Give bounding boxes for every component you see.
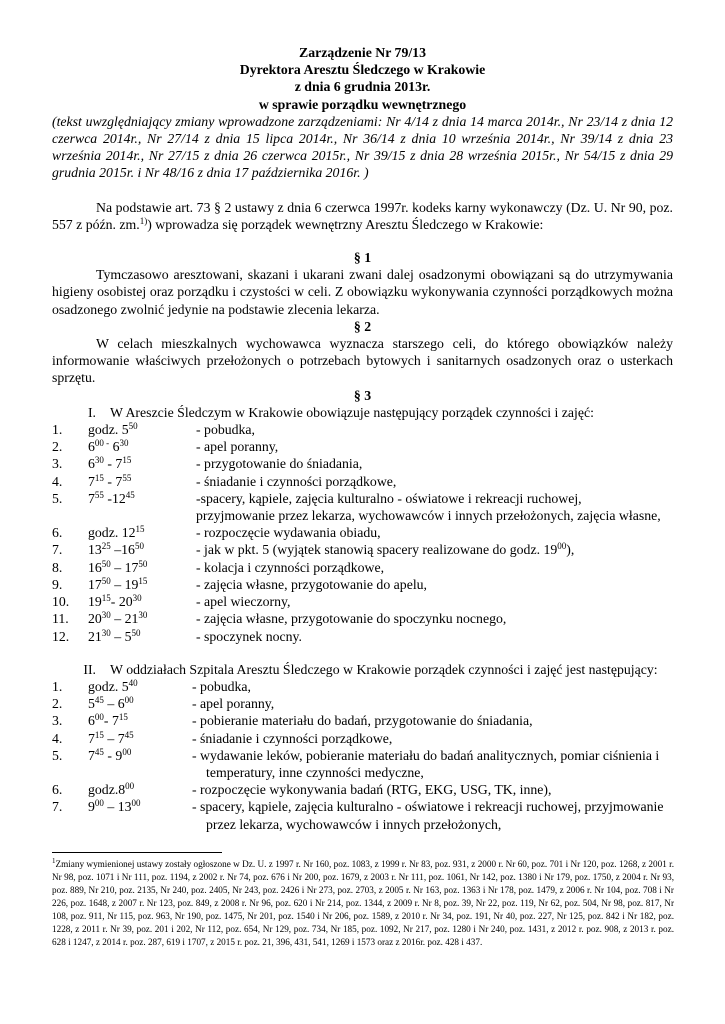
item-time bbox=[88, 541, 196, 558]
item-number: 1. bbox=[52, 422, 63, 438]
item-description-text: - apel wieczorny, bbox=[196, 594, 291, 610]
footnote-text: Zmiany wymienionej ustawy zostały ogłoszone w Dz. U. z 1997 r. Nr 160, poz. 1083, z 1999 r. Nr 83, poz. 931, z 2000 r. Nr 60, poz. 701 i Nr 120, poz. 1268, z 2001 r. Nr 98, poz. 1071 i Nr 111, poz. 1194, z 2002 r. Nr 74, poz. 676 i Nr 200, poz. 1679, z 2003 r. Nr 111, poz. 1061, Nr 142, poz. 1380 i Nr 179, poz. 1750, z 2004 r. Nr 93, poz. 889, Nr 210, poz. 2135, Nr 240, poz. 2405, Nr 243, poz. 2426 i Nr 273, poz. 2703, z 2005 r. Nr 163, poz. 1363 i Nr 178, poz. 1479, z 2006 r. Nr 104, poz. 708 i Nr 226, poz. 1648, z 2007 r. Nr 123, poz. 849, z 2008 r. Nr 96, poz. 620 i Nr 214, poz. 1344, z 2009 r. Nr 8, poz. 39, Nr 22, poz. 119, Nr 62, poz. 504, Nr 98, poz. 817, Nr 108, poz. 911, Nr 115, poz. 963, Nr 190, poz. 1475, Nr 201, poz. 1540 i Nr 206, poz. 1589, z 2010 r. Nr 34, poz. 191, Nr 40, poz. 227, Nr 125, poz. 842 i Nr 182, poz. 1228, z 2011 r. Nr 39, poz. 201 i 202, Nr 112, poz. 654, Nr 129, poz. 734, Nr 185, poz. 1092, Nr 217, poz. 1280 i Nr 240, poz. 1431, z 2012 r. poz. 908, z 2013 r. poz. 628 i 1247, z 2014 r. poz. 287, 619 i 1707, z 2015 r. poz. 21, 396, 431, 541, 1269 i 1573 oraz z 2016r. poz. 428 i 437. bbox=[52, 859, 674, 947]
time-hour: – 21 bbox=[110, 611, 139, 627]
title-line-4: w sprawie porządku wewnętrznego bbox=[258, 96, 467, 112]
item-number: 5. bbox=[52, 490, 63, 506]
item-number: 6. bbox=[52, 525, 63, 541]
schedule-item bbox=[52, 490, 673, 507]
item-time bbox=[88, 798, 192, 815]
item-time bbox=[88, 678, 192, 695]
schedule-item bbox=[52, 473, 673, 490]
schedule-item bbox=[52, 524, 673, 541]
item-description-text: - wydawanie leków, pobieranie materiału do badań analitycznych, pomiar ciśnienia i bbox=[192, 747, 660, 763]
time-minutes: 55 bbox=[94, 489, 104, 500]
item-time bbox=[88, 455, 196, 472]
time-hour: - 7 bbox=[103, 456, 123, 472]
time-minutes: 15 bbox=[122, 455, 132, 466]
intro-paragraph bbox=[52, 199, 673, 233]
document-title bbox=[52, 44, 673, 113]
item-time bbox=[88, 695, 192, 712]
item-description bbox=[196, 455, 673, 472]
item-time bbox=[88, 576, 196, 593]
item-description bbox=[196, 541, 673, 558]
schedule-item bbox=[52, 730, 673, 747]
item-time bbox=[88, 490, 196, 507]
time-hour: 9 bbox=[88, 799, 95, 815]
item-description-text: -spacery, kąpiele, zajęcia kulturalno - oświatowe i rekreacji ruchowej, bbox=[196, 490, 582, 506]
time-minutes: 15 bbox=[94, 472, 104, 483]
item-description bbox=[192, 695, 673, 712]
item-time bbox=[88, 473, 196, 490]
time-minutes: 00 bbox=[131, 798, 141, 809]
item-time bbox=[88, 628, 196, 645]
time-minutes: 00 bbox=[94, 798, 104, 809]
item-number: 7. bbox=[52, 542, 63, 558]
schedule-item bbox=[52, 747, 673, 764]
time-minutes: 00 - bbox=[94, 438, 110, 449]
item-number: 10. bbox=[52, 594, 70, 610]
item-description bbox=[192, 747, 673, 764]
footnote bbox=[52, 858, 674, 949]
time-hour: – 7 bbox=[103, 730, 125, 746]
item-description-text: - pobudka, bbox=[192, 678, 252, 694]
item-description bbox=[196, 576, 673, 593]
time-minutes: 00 bbox=[125, 781, 135, 792]
item-number: 4. bbox=[52, 473, 63, 489]
item-description-continuation: przyjmowanie przez lekarza, wychowawców i innych przełożonych, zajęcia własne, bbox=[196, 508, 661, 524]
time-hour: 20 bbox=[88, 611, 102, 627]
time-hour: - 20 bbox=[110, 594, 133, 610]
section-2-intro bbox=[52, 661, 673, 678]
item-description bbox=[192, 730, 673, 747]
item-description bbox=[196, 490, 673, 507]
schedule-item bbox=[52, 455, 673, 472]
item-number: 2. bbox=[52, 439, 63, 455]
time-hour: 13 bbox=[88, 542, 102, 558]
item-description-text: - zajęcia własne, przygotowanie do spoczynku nocnego, bbox=[196, 611, 507, 627]
item-description-text: - zajęcia własne, przygotowanie do apelu, bbox=[196, 576, 427, 592]
schedule-item bbox=[52, 678, 673, 695]
section-1-numeral: I. bbox=[87, 404, 96, 420]
time-minutes: 30 bbox=[101, 627, 111, 638]
schedule-item bbox=[52, 541, 673, 558]
item-time bbox=[88, 524, 196, 541]
item-description-text: - kolacja i czynności porządkowe, bbox=[196, 559, 385, 575]
time-minutes: 15 bbox=[135, 524, 145, 535]
time-hour: 7 bbox=[88, 747, 95, 763]
item-description bbox=[196, 610, 673, 627]
item-description-text: - rozpoczęcie wykonywania badań (RTG, EKG, USG, TK, inne), bbox=[192, 782, 552, 798]
item-number: 9. bbox=[52, 576, 63, 592]
item-number: 12. bbox=[52, 628, 70, 644]
schedule-item bbox=[52, 798, 673, 815]
item-description-text: - rozpoczęcie wydawania obiadu, bbox=[196, 525, 381, 541]
item-description bbox=[196, 559, 673, 576]
intro-text-before: Na podstawie art. 73 § 2 ustawy z dnia 6 czerwca 1997r. kodeks karny wykonawczy (Dz. U. Nr 90, poz. 557 z późn. zm. bbox=[52, 199, 673, 232]
item-description-text: - pobieranie materiału do badań, przygotowanie do śniadania, bbox=[192, 713, 533, 729]
time-hour: godz. 5 bbox=[88, 422, 129, 438]
item-description bbox=[196, 421, 673, 438]
section-1-text: W Areszcie Śledczym w Krakowie obowiązuje następujący porządek czynności i zajęć: bbox=[110, 404, 594, 420]
time-minutes: 30 bbox=[138, 610, 148, 621]
item-number: 1. bbox=[52, 678, 63, 694]
time-hour: 17 bbox=[88, 576, 102, 592]
item-number: 2. bbox=[52, 696, 63, 712]
time-minutes: 50 bbox=[128, 421, 138, 432]
time-minutes: 25 bbox=[101, 541, 111, 552]
item-description-continuation: przez lekarza, wychowawców i innych przełożonych, bbox=[206, 816, 502, 832]
item-number: 3. bbox=[52, 713, 63, 729]
item-time bbox=[88, 730, 192, 747]
item-description bbox=[196, 524, 673, 541]
schedule-item bbox=[52, 559, 673, 576]
item-description-text: - apel poranny, bbox=[192, 696, 275, 712]
time-hour: – 6 bbox=[103, 696, 125, 712]
schedule-item bbox=[52, 610, 673, 627]
item-description-text: - spacery, kąpiele, zajęcia kulturalno - oświatowe i rekreacji ruchowej, przyjmowanie bbox=[192, 799, 664, 815]
time-minutes: 00 bbox=[94, 712, 104, 723]
time-minutes: 50 bbox=[101, 575, 111, 586]
time-hour: - 7 bbox=[103, 473, 123, 489]
item-number: 4. bbox=[52, 730, 63, 746]
paragraph-1-heading: § 1 bbox=[353, 250, 372, 266]
schedule-item bbox=[52, 628, 673, 645]
schedule-item bbox=[52, 593, 673, 610]
schedule-item bbox=[52, 576, 673, 593]
time-hour: - 9 bbox=[103, 747, 123, 763]
item-time bbox=[88, 712, 192, 729]
schedule-item bbox=[52, 781, 673, 798]
time-hour: 6 bbox=[88, 439, 95, 455]
time-minutes: 45 bbox=[124, 729, 134, 740]
title-line-1: Zarządzenie Nr 79/13 bbox=[299, 45, 426, 60]
paragraph-2-heading: § 2 bbox=[353, 318, 372, 334]
item-number: 7. bbox=[52, 799, 63, 815]
schedule-item bbox=[52, 695, 673, 712]
item-time bbox=[88, 438, 196, 455]
time-hour: 5 bbox=[88, 696, 95, 712]
item-time bbox=[88, 593, 196, 610]
item-number: 8. bbox=[52, 559, 63, 575]
paragraph-2-text: W celach mieszkalnych wychowawca wyznacza starszego celi, do którego obowiązków należy informowanie właściwych przełożonych o potrzebach bytowych i sanitarnych osadzonych oraz o usterkach sprzętu. bbox=[52, 336, 673, 386]
item-number: 3. bbox=[52, 456, 63, 472]
time-minutes: 50 bbox=[134, 541, 144, 552]
time-minutes: 30 bbox=[132, 593, 142, 604]
section-1-intro bbox=[52, 404, 673, 421]
item-description bbox=[192, 678, 673, 695]
title-line-2: Dyrektora Aresztu Śledczego w Krakowie bbox=[239, 62, 486, 78]
paragraph-1-text: Tymczasowo aresztowani, skazani i ukarani zwani dalej osadzonymi obowiązani są do utrzymywania higieny osobistej oraz porządku i czystości w celi. Z obowiązku wykonywania czynności porządkowych można osadzonego zwolnić jedynie na podstawie zlecenia lekarza. bbox=[52, 267, 673, 317]
time-hour: 7 bbox=[88, 473, 95, 489]
section-2-numeral: II. bbox=[83, 661, 96, 677]
time-minutes: 30 bbox=[101, 610, 111, 621]
time-hour: godz. 12 bbox=[88, 525, 136, 541]
footnote-reference: 1) bbox=[139, 215, 148, 226]
time-hour: 7 bbox=[88, 490, 95, 506]
item-number: 11. bbox=[52, 611, 69, 627]
time-minutes: 50 bbox=[138, 558, 148, 569]
amendments-note: (tekst uwzględniający zmiany wprowadzone zarządzeniami: Nr 4/14 z dnia 14 marca 2014r., Nr 23/14 z dnia 12 czerwca 2014r., Nr 27/14 z dnia 15 lipca 2014r., Nr 36/14 z dnia 10 września 2014r., Nr 39/14 z dnia 23 września 2014r., Nr 27/15 z dnia 26 czerwca 2015r., Nr 39/15 z dnia 28 września 2015r., Nr 54/15 z dnia 29 grudnia 2015r. i Nr 48/16 z dnia 17 października 2016r. ) bbox=[52, 113, 673, 181]
time-hour: godz.8 bbox=[88, 782, 126, 798]
time-minutes: 15 bbox=[94, 729, 104, 740]
time-minutes: 30 bbox=[119, 438, 129, 449]
item-description bbox=[196, 473, 673, 490]
item-description-text: - śniadanie i czynności porządkowe, bbox=[192, 730, 393, 746]
time-minutes: 45 bbox=[125, 489, 135, 500]
item-time bbox=[88, 559, 196, 576]
time-hour: – 17 bbox=[110, 559, 139, 575]
time-hour: - 7 bbox=[103, 713, 119, 729]
item-description-text: - jak w pkt. 5 (wyjątek stanowią spacery realizowane do godz. 19 bbox=[196, 542, 558, 558]
time-minutes: 50 bbox=[131, 627, 141, 638]
item-description bbox=[196, 628, 673, 645]
item-description bbox=[196, 593, 673, 610]
item-description-text: - śniadanie i czynności porządkowe, bbox=[196, 473, 397, 489]
schedule-item bbox=[52, 712, 673, 729]
time-hour: godz. 5 bbox=[88, 678, 129, 694]
time-hour: – 13 bbox=[103, 799, 132, 815]
schedule-item bbox=[52, 421, 673, 438]
time-hour: – 19 bbox=[110, 576, 139, 592]
section-2-text: W oddziałach Szpitala Aresztu Śledczego w Krakowie porządek czynności i zajęć jest następujący: bbox=[110, 661, 658, 677]
time-minutes: 15 bbox=[138, 575, 148, 586]
item-time bbox=[88, 781, 192, 798]
time-minutes: 55 bbox=[122, 472, 132, 483]
intro-text-after: ) wprowadza się porządek wewnętrzny Aresztu Śledczego w Krakowie: bbox=[147, 216, 544, 232]
footnote-divider bbox=[52, 852, 222, 853]
time-hour: 6 bbox=[109, 439, 120, 455]
item-time bbox=[88, 747, 192, 764]
item-description-tail: ), bbox=[566, 542, 575, 558]
time-hour: -12 bbox=[103, 490, 126, 506]
time-hour: 6 bbox=[88, 713, 95, 729]
time-minutes: 45 bbox=[94, 746, 104, 757]
item-description-text: - spoczynek nocny. bbox=[196, 628, 302, 644]
item-description bbox=[192, 781, 673, 798]
item-time bbox=[88, 610, 196, 627]
schedule-list-2 bbox=[52, 678, 673, 833]
time-hour: 16 bbox=[88, 559, 102, 575]
item-description-text: - apel poranny, bbox=[196, 439, 279, 455]
item-time bbox=[88, 421, 196, 438]
time-minutes: 15 bbox=[118, 712, 128, 723]
item-number: 6. bbox=[52, 782, 63, 798]
title-line-3: z dnia 6 grudnia 2013r. bbox=[294, 79, 431, 95]
time-hour: 21 bbox=[88, 628, 102, 644]
item-description bbox=[196, 438, 673, 455]
paragraph-3-heading: § 3 bbox=[353, 387, 372, 403]
time-minutes: 00 bbox=[122, 746, 132, 757]
item-description bbox=[192, 712, 673, 729]
time-minutes: 15 bbox=[101, 593, 111, 604]
item-description bbox=[192, 798, 673, 815]
item-description-text: - przygotowanie do śniadania, bbox=[196, 456, 363, 472]
time-hour: –16 bbox=[110, 542, 135, 558]
time-hour: 19 bbox=[88, 594, 102, 610]
schedule-item bbox=[52, 438, 673, 455]
time-hour: – 5 bbox=[110, 628, 132, 644]
time-minutes: 50 bbox=[101, 558, 111, 569]
time-hour: 7 bbox=[88, 730, 95, 746]
footnote-mark: 1 bbox=[52, 857, 56, 865]
time-hour: 6 bbox=[88, 456, 95, 472]
item-description-continuation: temperatury, inne czynności medyczne, bbox=[206, 764, 424, 780]
item-number: 5. bbox=[52, 747, 63, 763]
schedule-list-1 bbox=[52, 421, 673, 645]
item-description-text: - pobudka, bbox=[196, 422, 256, 438]
time-minutes: 00 bbox=[124, 695, 134, 706]
time-minutes: 30 bbox=[94, 455, 104, 466]
time-minutes: 40 bbox=[128, 677, 138, 688]
time-minutes: 45 bbox=[94, 695, 104, 706]
item-description-minutes: 00 bbox=[557, 541, 567, 552]
